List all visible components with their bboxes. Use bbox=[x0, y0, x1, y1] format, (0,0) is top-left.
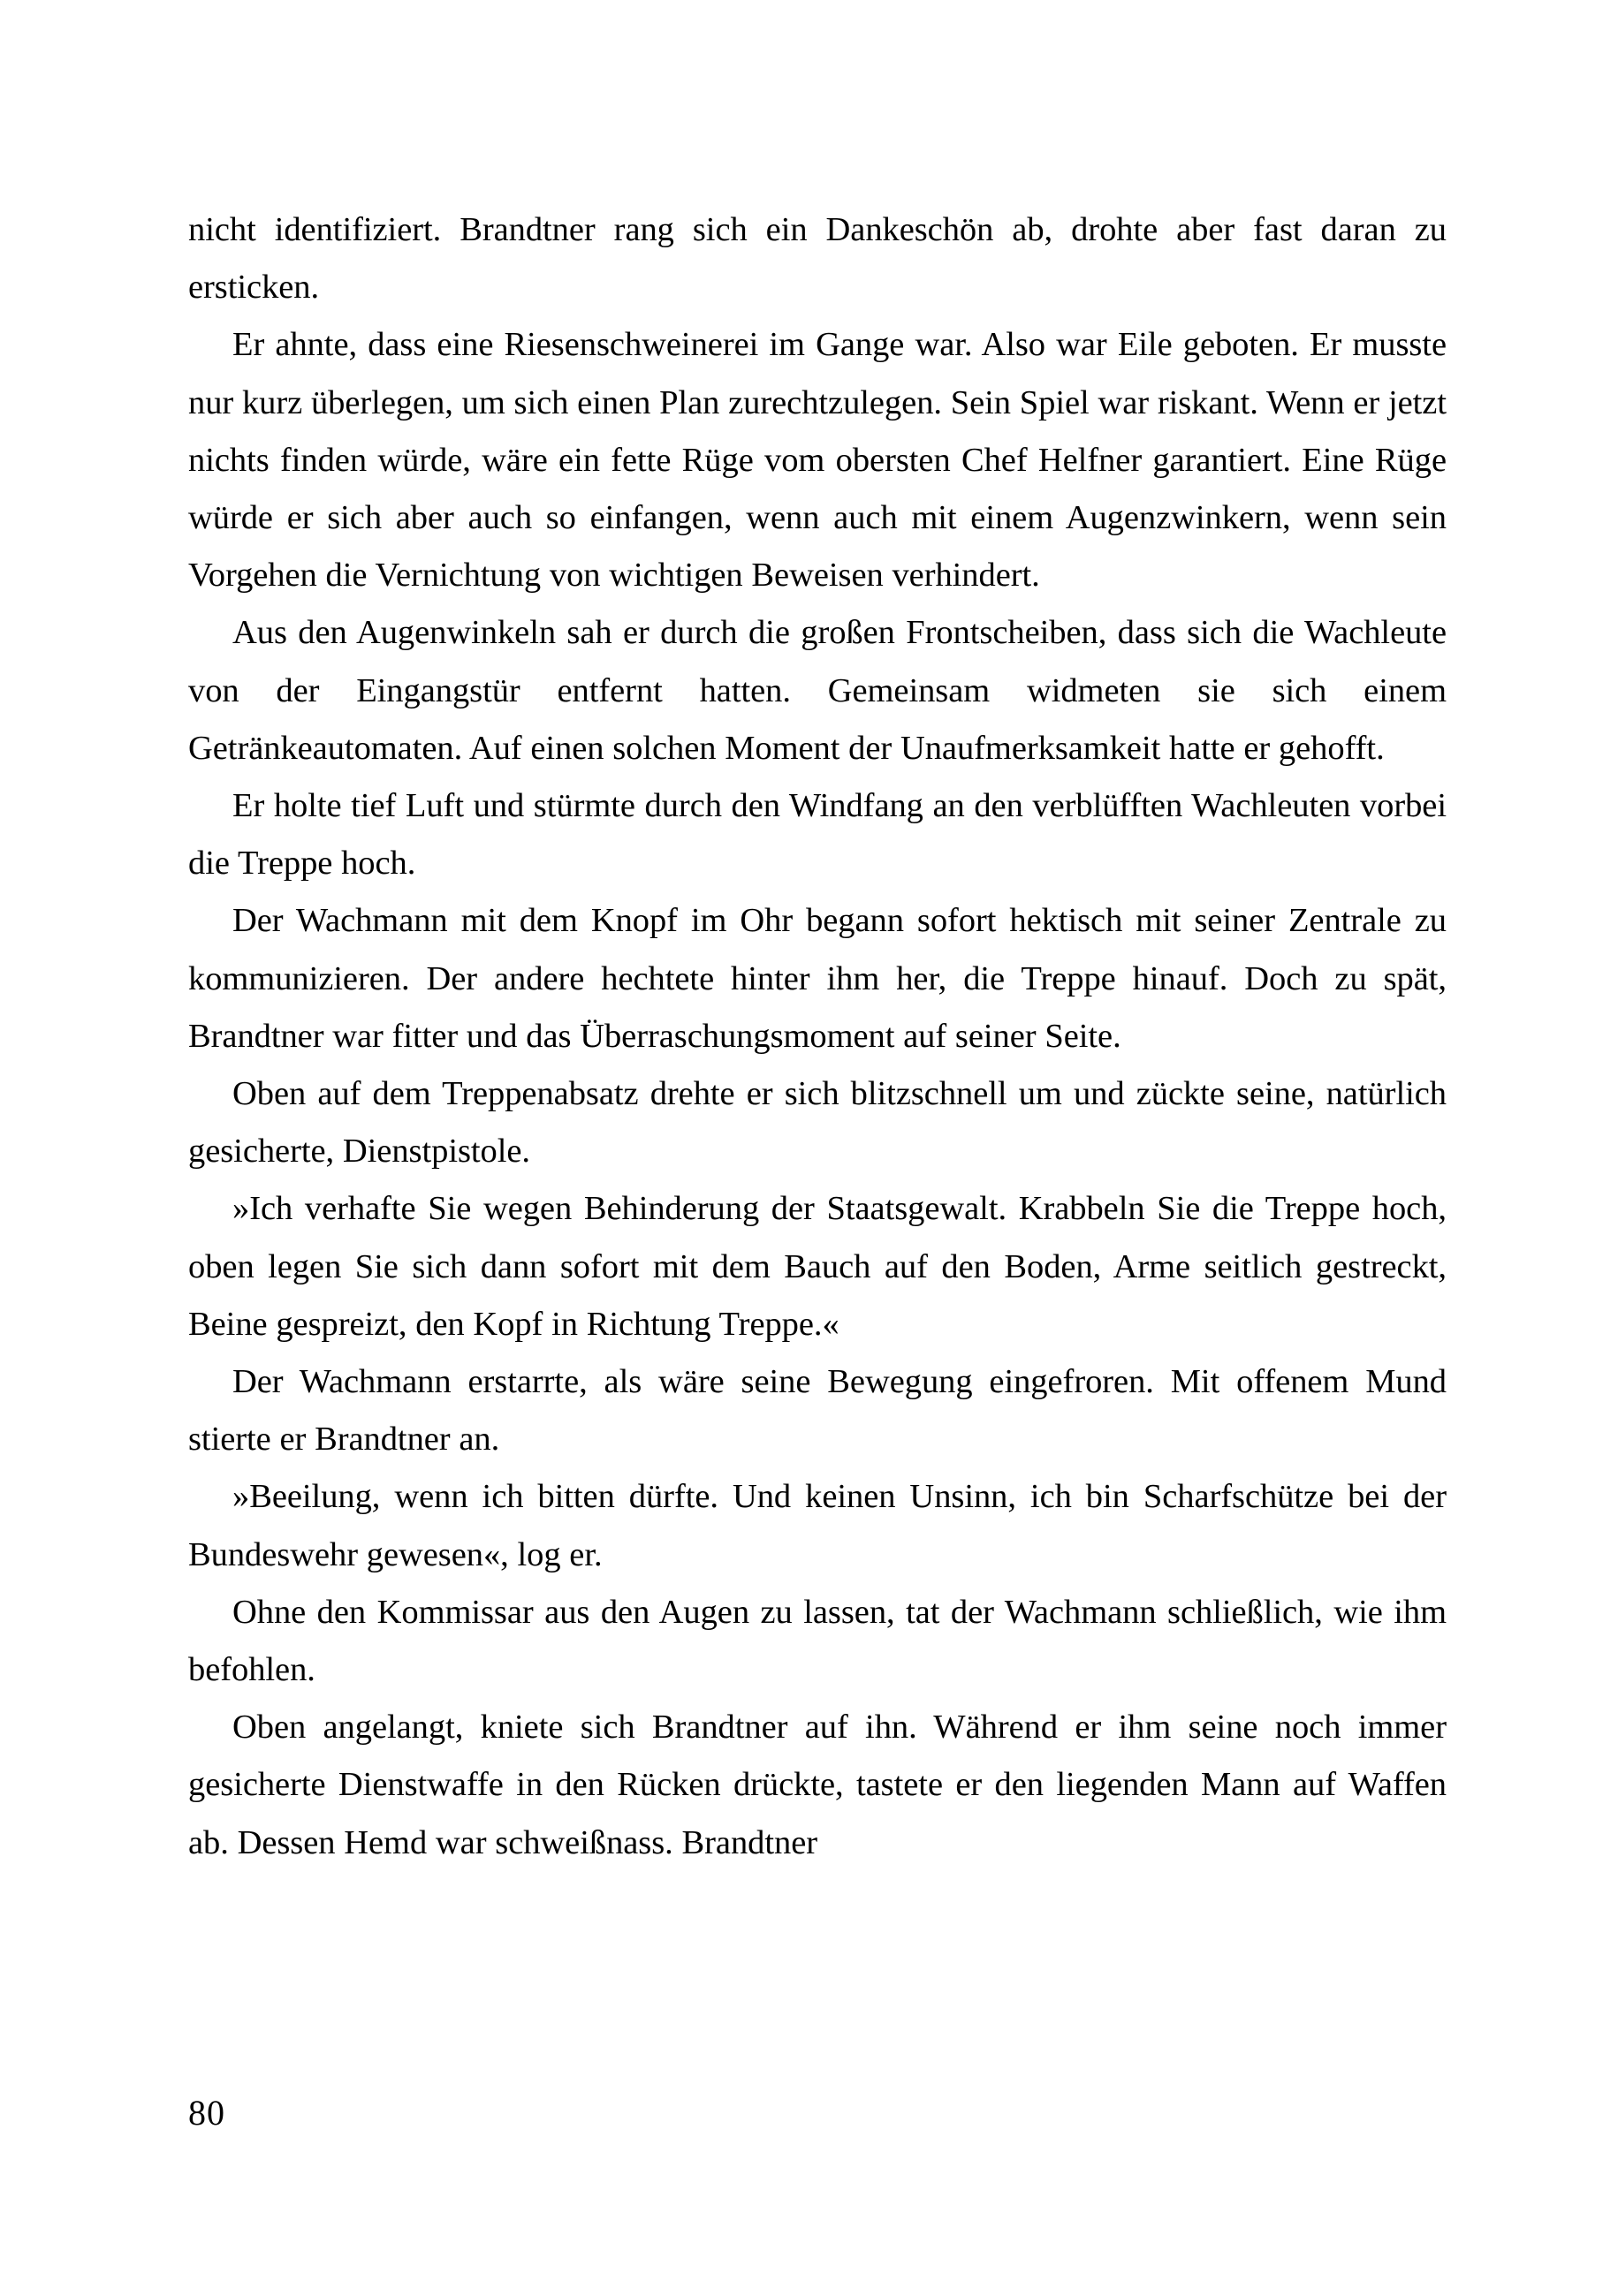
body-text bbox=[188, 201, 1447, 1872]
paragraph: »Ich verhafte Sie wegen Behinderung der Staatsgewalt. Krabbeln Sie die Treppe hoch, oben legen Sie sich dann sofort mit dem Bauch auf den Boden, Arme seitlich gestreckt, Beine gespreizt, den Kopf in Richtung Treppe.« bbox=[188, 1190, 1447, 1343]
paragraph: Er ahnte, dass eine Riesenschweinerei im Gange war. Also war Eile geboten. Er musste nur kurz überlegen, um sich einen Plan zurechtzulegen. Sein Spiel war riskant. Wenn er jetzt nichts finden würde, wäre ein fette Rüge vom obersten Chef Helfner garantiert. Eine Rüge würde er sich aber auch so einfangen, wenn auch mit einem Augenzwinkern, wenn sein Vorgehen die Vernichtung von wichtigen Beweisen verhindert. bbox=[188, 326, 1447, 595]
paragraph: Der Wachmann erstarrte, als wäre seine Bewegung eingefroren. Mit offenem Mund stierte er Brandtner an. bbox=[188, 1363, 1447, 1459]
paragraph: Er holte tief Luft und stürmte durch den Windfang an den verblüfften Wachleuten vorbei die Treppe hoch. bbox=[188, 787, 1447, 883]
paragraph: Der Wachmann mit dem Knopf im Ohr begann sofort hektisch mit seiner Zentrale zu kommunizieren. Der andere hechtete hinter ihm her, die Treppe hinauf. Doch zu spät, Brandtner war fitter und das Überraschungsmoment auf seiner Seite. bbox=[188, 902, 1447, 1055]
paragraph: Aus den Augenwinkeln sah er durch die großen Frontscheiben, dass sich die Wachleute von der Eingangstür entfernt hatten. Gemeinsam widmeten sie sich einem Getränkeautomaten. Auf einen solchen Moment der Unaufmerksamkeit hatte er gehofft. bbox=[188, 614, 1447, 767]
paragraph: Oben auf dem Treppenabsatz drehte er sich blitzschnell um und zückte seine, natürlich gesicherte, Dienstpistole. bbox=[188, 1075, 1447, 1171]
paragraph: nicht identifiziert. Brandtner rang sich ein Dankeschön ab, drohte aber fast daran zu ersticken. bbox=[188, 211, 1447, 307]
paragraph: Oben angelangt, kniete sich Brandtner auf ihn. Während er ihm seine noch immer gesicherte Dienstwaffe in den Rücken drückte, tastete er den liegenden Mann auf Waffen ab. Dessen Hemd war schweißnass. Brandtner bbox=[188, 1709, 1447, 1861]
page-number: 80 bbox=[188, 2093, 225, 2133]
paragraph: »Beeilung, wenn ich bitten dürfte. Und keinen Unsinn, ich bin Scharfschütze bei der Bundeswehr gewesen«, log er. bbox=[188, 1478, 1447, 1573]
paragraph: Ohne den Kommissar aus den Augen zu lassen, tat der Wachmann schließlich, wie ihm befohlen. bbox=[188, 1593, 1447, 1689]
